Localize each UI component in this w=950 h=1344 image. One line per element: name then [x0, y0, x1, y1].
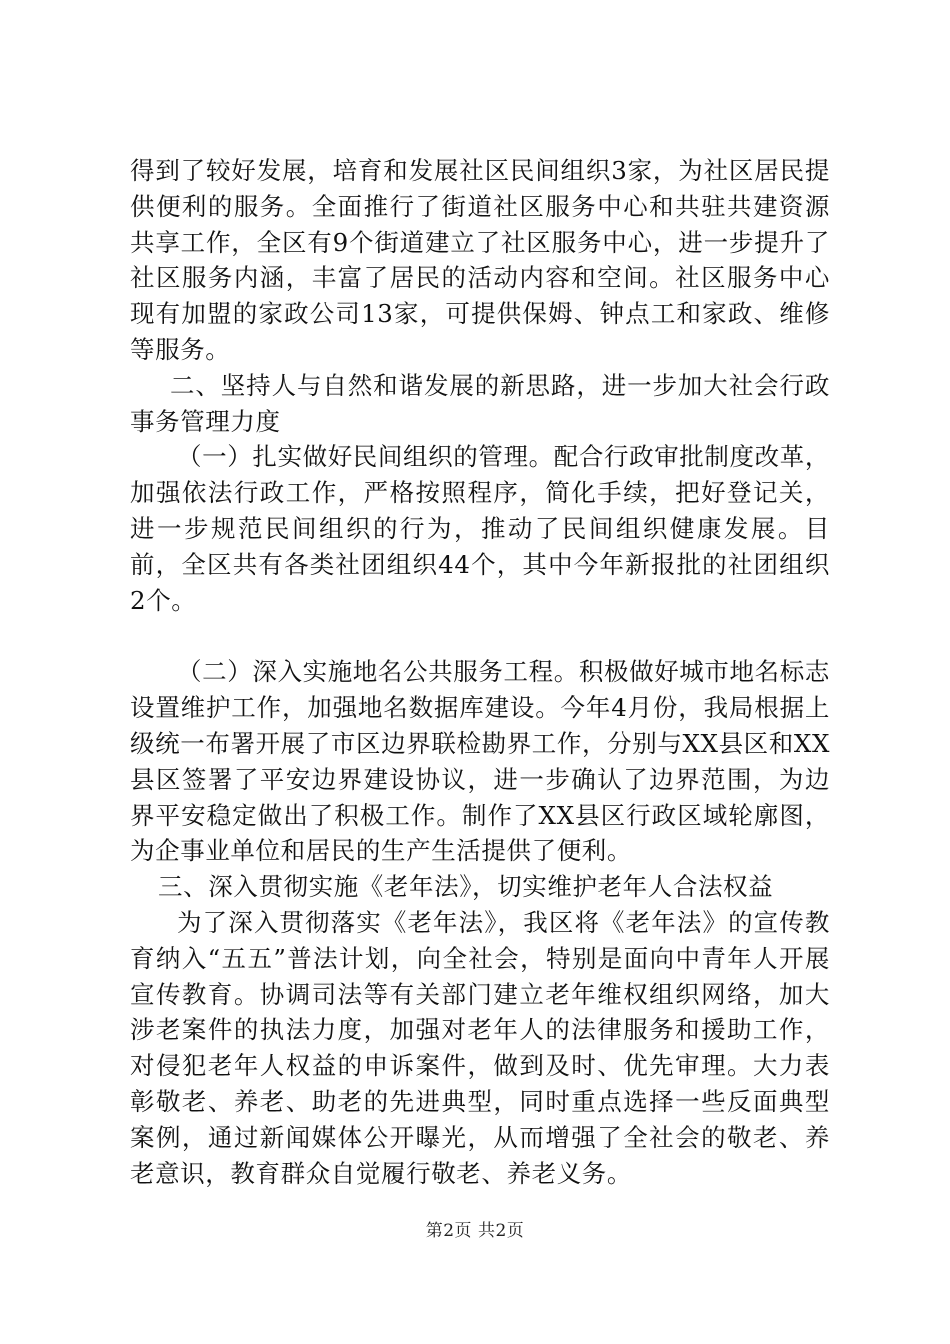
paragraph-civil-organizations: （一）扎实做好民间组织的管理。配合行政审批制度改革，加强依法行政工作，严格按照程序，简化手续，把好登记关，进一步规范民间组织的行为，推动了民间组织健康发展。目前，全区共有各类社团组织44个，其中今年新报批的社团组织2个。 [130, 442, 830, 615]
page-footer: 第2页 共2页 [425, 1221, 525, 1241]
paragraph-elderly-rights: 为了深入贯彻落实《老年法》，我区将《老年法》的宣传教育纳入“五五”普法计划，向全社会，特别是面向中青年人开展宣传教育。协调司法等有关部门建立老年维权组织网络，加大涉老案件的执法力度，加强对老年人的法律服务和援助工作，对侵犯老年人权益的申诉案件，做到及时、优先审理。大力表彰敬老、养老、助老的先进典型，同时重点选择一些反面典型案例，通过新闻媒体公开曝光，从而增强了全社会的敬老、养老意识，教育群众自觉履行敬老、养老义务。 [130, 907, 830, 1188]
heading-section-two: 二、坚持人与自然和谐发展的新思路，进一步加大社会行政事务管理力度 [130, 370, 830, 436]
document-body [130, 153, 830, 1191]
paragraph-place-names: （二）深入实施地名公共服务工程。积极做好城市地名标志设置维护工作，加强地名数据库建设。今年4月份，我局根据上级统一布署开展了市区边界联检勘界工作，分别与XX县区和XX县区签署了平安边界建设协议，进一步确认了边界范围，为边界平安稳定做出了积极工作。制作了XX县区行政区域轮廓图，为企事业单位和居民的生产生活提供了便利。 [130, 657, 830, 866]
paragraph-community-services: 得到了较好发展，培育和发展社区民间组织3家，为社区居民提供便利的服务。全面推行了街道社区服务中心和共驻共建资源共享工作，全区有9个街道建立了社区服务中心，进一步提升了社区服务内涵，丰富了居民的活动内容和空间。社区服务中心现有加盟的家政公司13家，可提供保姆、钟点工和家政、维修等服务。 [130, 156, 830, 364]
heading-section-three: 三、深入贯彻实施《老年法》，切实维护老年人合法权益 [158, 872, 774, 902]
